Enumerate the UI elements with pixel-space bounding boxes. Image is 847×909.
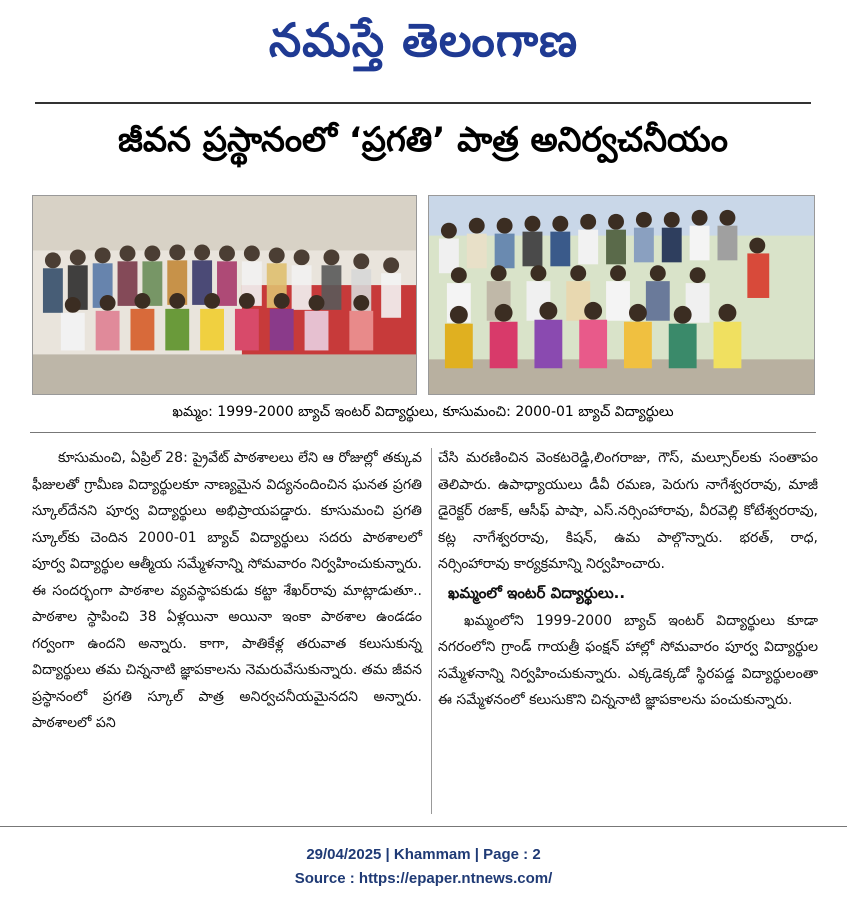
group-photo-1 [33, 196, 416, 394]
newspaper-masthead: నమస్తే తెలంగాణ [268, 13, 579, 67]
masthead-rule [35, 102, 811, 104]
photo-kusumanchi-reunion [428, 195, 815, 395]
photo-khammam-reunion [32, 195, 417, 395]
article-paragraph: చేసి మరణించిన వెంకటరెడ్డి,లింగరాజు, గౌస్, మల్సూర్‌లకు సంతాపం తెలిపారు. ఉపాధ్యాయులు డీవీ రమణ, పెరుగు నాగేశ్వరరావు, మాజీ డైరెక్టర్ రజాక్, ఆసీఫ్ పాషా, ఎస్.నర్సింహారావు, వీరవెల్లి కోటేశ్వరరావు, కట్ల నాగేశ్వరరావు, కిషన్, ఉమ పాల్గొన్నారు. భరత్, రాధ, నర్సింహారావు కార్యక్రమాన్ని నిర్వహించారు. [438, 450, 818, 572]
article-bottom-rule [0, 826, 847, 827]
group-photo-2 [429, 196, 814, 394]
column-divider [431, 448, 432, 814]
photo-caption: ఖమ్మం: 1999-2000 బ్యాచ్ ఇంటర్ విద్యార్థులు, కూసుమంచి: 2000-01 బ్యాచ్ విద్యార్థులు [172, 404, 674, 420]
caption-rule [30, 432, 816, 433]
article-column-1 [32, 445, 422, 737]
footer-date-line: 29/04/2025 | Khammam | Page : 2 [306, 846, 541, 863]
article-column-2 [438, 445, 818, 714]
article-paragraph: కూసుమంచి, ఏప్రిల్ 28: ప్రైవేట్ పాఠశాలలు లేని ఆ రోజుల్లో తక్కువ ఫీజులతో గ్రామీణ విద్యార్థులకూ నాణ్యమైన విద్యనందించిన ఘనత ప్రగతి స్కూల్‌దేనని పూర్వ విద్యార్థులు అభిప్రాయపడ్డారు. కూసుమంచి ప్రగతి స్కూల్‌కు చెందిన 2000-01 బ్యాచ్ విద్యార్థులు సదరు పాఠశాలలో పూర్వ విద్యార్థుల ఆత్మీయ సమ్మేళనాన్ని సోమవారం నిర్వహించుకున్నారు. ఈ సందర్భంగా పాఠశాల వ్యవస్థాపకుడు కట్టా శేఖర్‌రావు మాట్లాడుతూ.. పాఠశాల స్థాపించి 38 ఏళ్లయినా అయినా ఇంకా పాఠశాల ఉండడం గర్వంగా ఉందని అన్నారు. కాగా, పాతికేళ్ల తరువాత కలుసుకున్న విద్యార్థులు తమ చిన్ననాటి జ్ఞాపకాలను నెమరువేసుకున్నారు. తమ జీవన ప్రస్థానంలో ప్రగతి స్కూల్ పాత్ర అనిర్వచనీయమైనదని అన్నారు. పాఠశాలలో పని [32, 450, 422, 731]
footer-source-link[interactable]: Source : https://epaper.ntnews.com/ [294, 870, 553, 887]
article-headline: జీవన ప్రస్థానంలో ‘ప్రగతి’ పాత్ర అనిర్వచనీయం [118, 120, 728, 160]
article-paragraph: ఖమ్మంలోని 1999-2000 బ్యాచ్ ఇంటర్ విద్యార్థులు కూడా నగరంలోని గ్రాండ్ గాయత్రీ ఫంక్షన్ హాల్లో సోమవారం పూర్వ విద్యార్థుల సమ్మేళనాన్ని నిర్వహించుకున్నారు. ఎక్కడెక్కడో స్థిరపడ్డ విద్యార్థులంతా ఈ సమ్మేళనంలో కలుసుకొని చిన్ననాటి జ్ఞాపకాలను పంచుకున్నారు. [438, 612, 818, 708]
article-subheading: ఖమ్మంలో ఇంటర్ విద్యార్థులు.. [448, 583, 626, 602]
